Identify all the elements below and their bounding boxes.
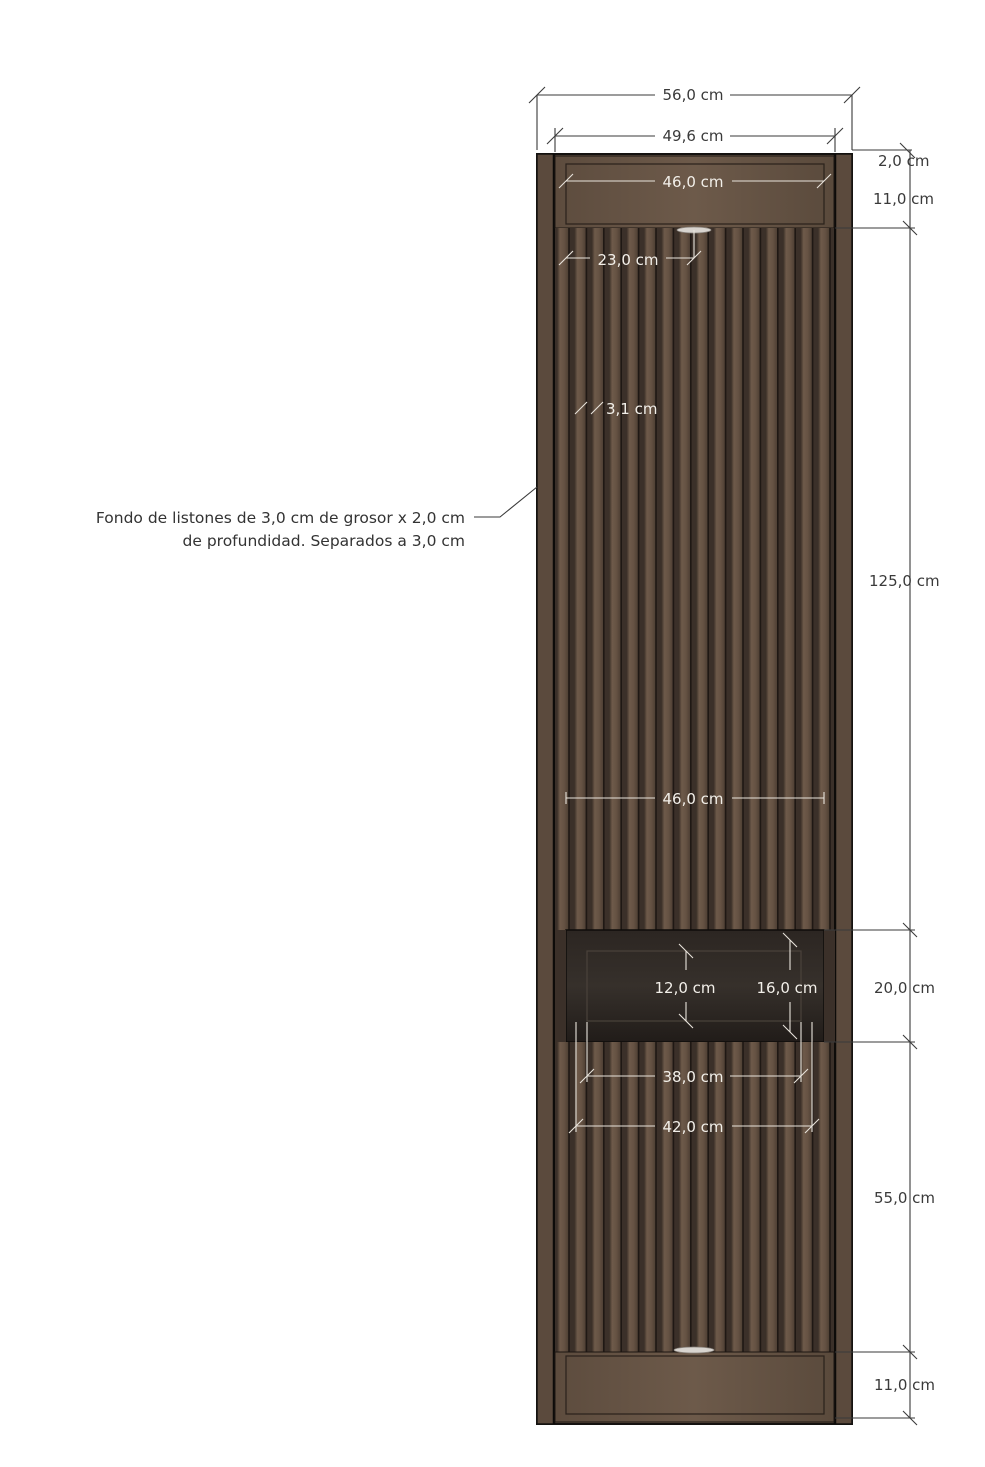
cabinet [537, 154, 852, 1424]
slat [714, 1042, 726, 1352]
slat [609, 1042, 621, 1352]
top-panel [555, 156, 834, 228]
slat [592, 1042, 604, 1352]
label-top-panel-width: 46,0 cm [662, 173, 724, 191]
label-drawer-inner-width: 38,0 cm [662, 1068, 724, 1086]
slat [696, 1042, 708, 1352]
slat [679, 1042, 691, 1352]
label-inner-width: 49,6 cm [662, 127, 724, 145]
slat [627, 1042, 639, 1352]
label-upper-section-height: 125,0 cm [869, 572, 940, 590]
slat [801, 1042, 813, 1352]
label-drawer-front-height: 16,0 cm [756, 979, 818, 997]
right-side-panel [835, 154, 852, 1424]
note-line-2: de profundidad. Separados a 3,0 cm [182, 532, 465, 550]
label-half-width: 23,0 cm [597, 251, 659, 269]
slat [557, 1042, 569, 1352]
label-top-panel-height: 11,0 cm [873, 190, 935, 208]
slat [818, 228, 830, 930]
slat [627, 228, 639, 930]
label-side-thickness: 2,0 cm [878, 152, 930, 170]
slat [801, 228, 813, 930]
slat [731, 228, 743, 930]
slat [696, 228, 708, 930]
slat [574, 228, 586, 930]
slat [661, 228, 673, 930]
slat [783, 228, 795, 930]
slat [661, 1042, 673, 1352]
slat [766, 1042, 778, 1352]
label-drawer-outer-width: 42,0 cm [662, 1118, 724, 1136]
note-line-1: Fondo de listones de 3,0 cm de grosor x 2,0 cm [95, 509, 465, 527]
slat [714, 228, 726, 930]
label-overall-width: 56,0 cm [662, 86, 724, 104]
label-bottom-panel-height: 11,0 cm [874, 1376, 936, 1394]
left-side-panel [537, 154, 554, 1424]
bottom-panel [555, 1352, 834, 1422]
slat [748, 228, 760, 930]
slat [748, 1042, 760, 1352]
slat [609, 228, 621, 930]
label-slat-spacing: 3,1 cm [606, 400, 658, 418]
slat [766, 228, 778, 930]
slat [818, 1042, 830, 1352]
slat [783, 1042, 795, 1352]
slat [679, 228, 691, 930]
note-leader [474, 487, 537, 517]
slat [592, 228, 604, 930]
slat [557, 228, 569, 930]
slat [731, 1042, 743, 1352]
bottom-handle [674, 1347, 714, 1353]
drawer-right-shadow [824, 930, 835, 1042]
label-drawer-height: 20,0 cm [874, 979, 936, 997]
label-drawer-inner-height: 12,0 cm [654, 979, 716, 997]
label-lower-section-height: 55,0 cm [874, 1189, 936, 1207]
slat [644, 228, 656, 930]
slat [644, 1042, 656, 1352]
label-upper-section-width: 46,0 cm [662, 790, 724, 808]
drawer-left-shadow [555, 930, 566, 1042]
